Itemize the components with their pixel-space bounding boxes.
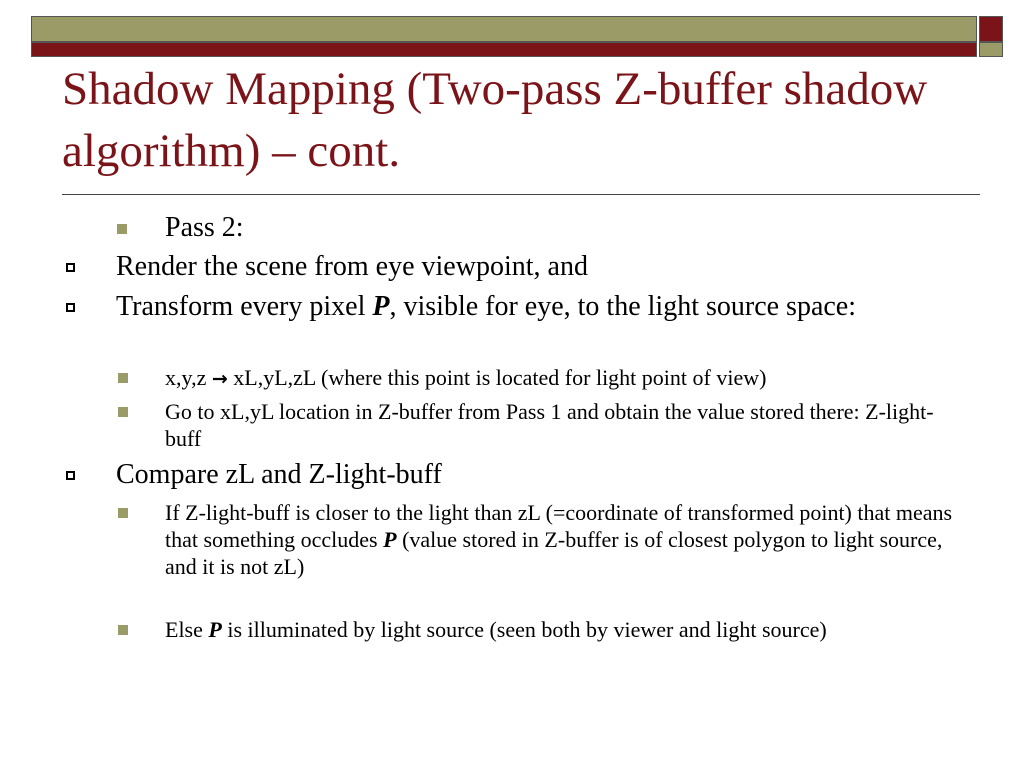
bullet-text: Render the scene from eye viewpoint, and: [116, 251, 588, 282]
bullet-render-scene: [116, 250, 976, 283]
hollow-square-bullet-icon: [66, 263, 75, 272]
pass-label-text: Pass 2:: [165, 212, 244, 243]
header-band-olive: [31, 16, 977, 42]
square-bullet-icon: [118, 625, 128, 635]
bullet-transform-pixel: [116, 290, 976, 323]
slide-title: Shadow Mapping (Two-pass Z-buffer shadow algorithm) – cont.: [62, 63, 928, 177]
corner-square-olive: [979, 42, 1003, 57]
hollow-square-bullet-icon: [66, 471, 75, 480]
pixel-symbol: P: [383, 527, 397, 552]
bullet-compare: [116, 458, 976, 491]
sub-bullet-text: Else: [165, 617, 209, 642]
sub-bullet-text: x,y,z: [165, 365, 212, 390]
corner-square-maroon: [979, 16, 1003, 42]
pass-label: [165, 211, 244, 244]
sub-bullet-text-cont: xL,yL,zL (where this point is located for light point of view): [227, 365, 767, 390]
sub-bullet-zbuffer-lookup: [165, 398, 965, 452]
square-bullet-icon: [118, 508, 128, 518]
bullet-text: Compare zL and Z-light-buff: [116, 459, 442, 490]
pixel-symbol: P: [208, 617, 222, 642]
square-bullet-icon: [118, 373, 128, 383]
hollow-square-bullet-icon: [66, 303, 75, 312]
sub-bullet-coord-transform: [165, 364, 965, 393]
square-bullet-icon: [117, 224, 127, 234]
sub-bullet-text: Go to xL,yL location in Z-buffer from Pass 1 and obtain the value stored there: Z-light-buff: [165, 399, 934, 451]
bullet-text: Transform every pixel: [116, 291, 373, 322]
sub-bullet-text-cont: (value stored in Z-buffer is of closest polygon to light source, and it is not zL): [165, 527, 943, 579]
sub-bullet-text-cont: is illuminated by light source (seen both by viewer and light source): [221, 617, 827, 642]
sub-bullet-occluded: [165, 499, 965, 580]
sub-bullet-illuminated: [165, 616, 965, 643]
title-divider: [62, 194, 980, 195]
pixel-symbol: P: [372, 291, 390, 322]
header-band-maroon: [31, 42, 977, 57]
bullet-text-cont: , visible for eye, to the light source space:: [389, 291, 857, 322]
square-bullet-icon: [118, 407, 128, 417]
sub-bullet-text: If Z-light-buff is closer to the light than zL (=coordinate of transformed point) that means that something occludes: [165, 500, 953, 552]
right-arrow-icon: →: [211, 368, 228, 390]
